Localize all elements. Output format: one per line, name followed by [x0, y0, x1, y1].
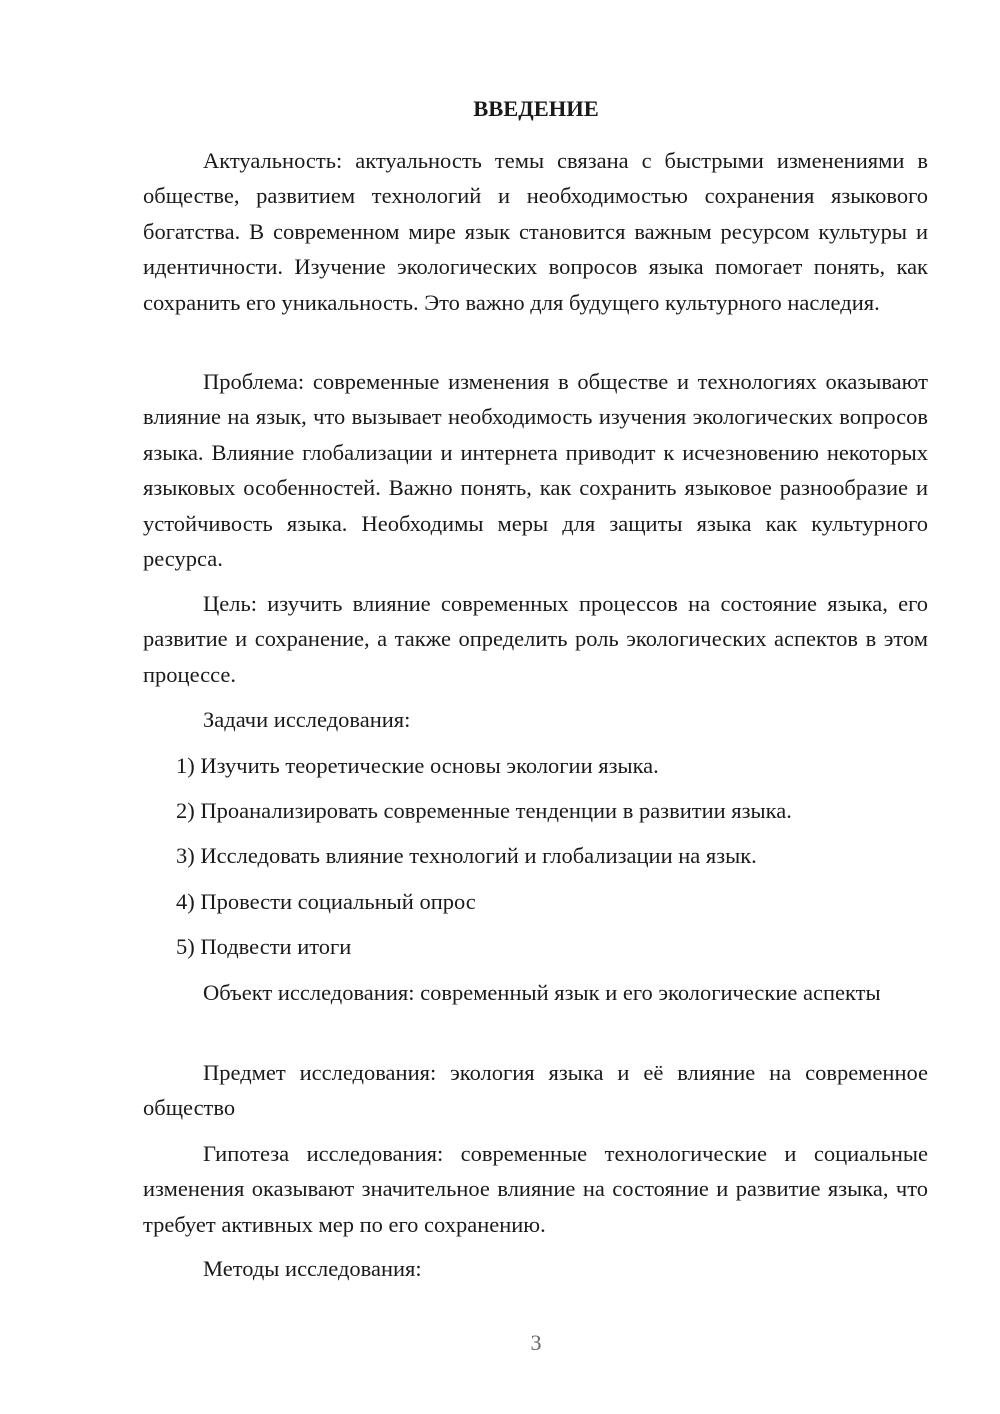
paragraph-goal: Цель: изучить влияние современных процессов на состояние языка, его развитие и сохранение, а также определить роль экологических аспектов в этом процессе. — [143, 591, 928, 687]
paragraph-methods: Методы исследования: — [203, 1256, 422, 1281]
paragraph-subject: Предмет исследования: экология языка и её влияние на современное общество — [143, 1060, 928, 1121]
task-item-4: 4) Провести социальный опрос — [176, 889, 476, 914]
paragraph-object: Объект исследования: современный язык и его экологические аспекты — [203, 980, 881, 1005]
task-item-3: 3) Исследовать влияние технологий и глобализации на язык. — [176, 843, 757, 868]
task-item-1: 1) Изучить теоретические основы экологии языка. — [176, 753, 659, 778]
paragraph-relevance: Актуальность: актуальность темы связана с быстрыми изменениями в обществе, развитием технологий и необходимостью сохранения языкового богатства. В современном мире язык становится важным ресурсом культуры и идентичности. Изучение экологических вопросов языка помогает понять, как сохранить его уникальность. Это важно для будущего культурного наследия. — [143, 148, 928, 315]
section-heading: ВВЕДЕНИЕ — [473, 96, 599, 121]
paragraph-problem: Проблема: современные изменения в обществе и технологиях оказывают влияние на язык, что вызывает необходимость изучения экологических вопросов языка. Влияние глобализации и интернета приводит к исчезновению некоторых языковых особенностей. Важно понять, как сохранить языковое разнообразие и устойчивость языка. Необходимы меры для защиты языка как культурного ресурса. — [143, 369, 928, 572]
task-item-5: 5) Подвести итоги — [176, 934, 352, 959]
tasks-title: Задачи исследования: — [203, 707, 411, 732]
paragraph-hypothesis: Гипотеза исследования: современные технологические и социальные изменения оказывают значительное влияние на состояние и развитие языка, что требует активных мер по его сохранению. — [143, 1141, 928, 1237]
page-number: 3 — [530, 1330, 542, 1355]
task-item-2: 2) Проанализировать современные тенденции в развитии языка. — [176, 798, 792, 823]
